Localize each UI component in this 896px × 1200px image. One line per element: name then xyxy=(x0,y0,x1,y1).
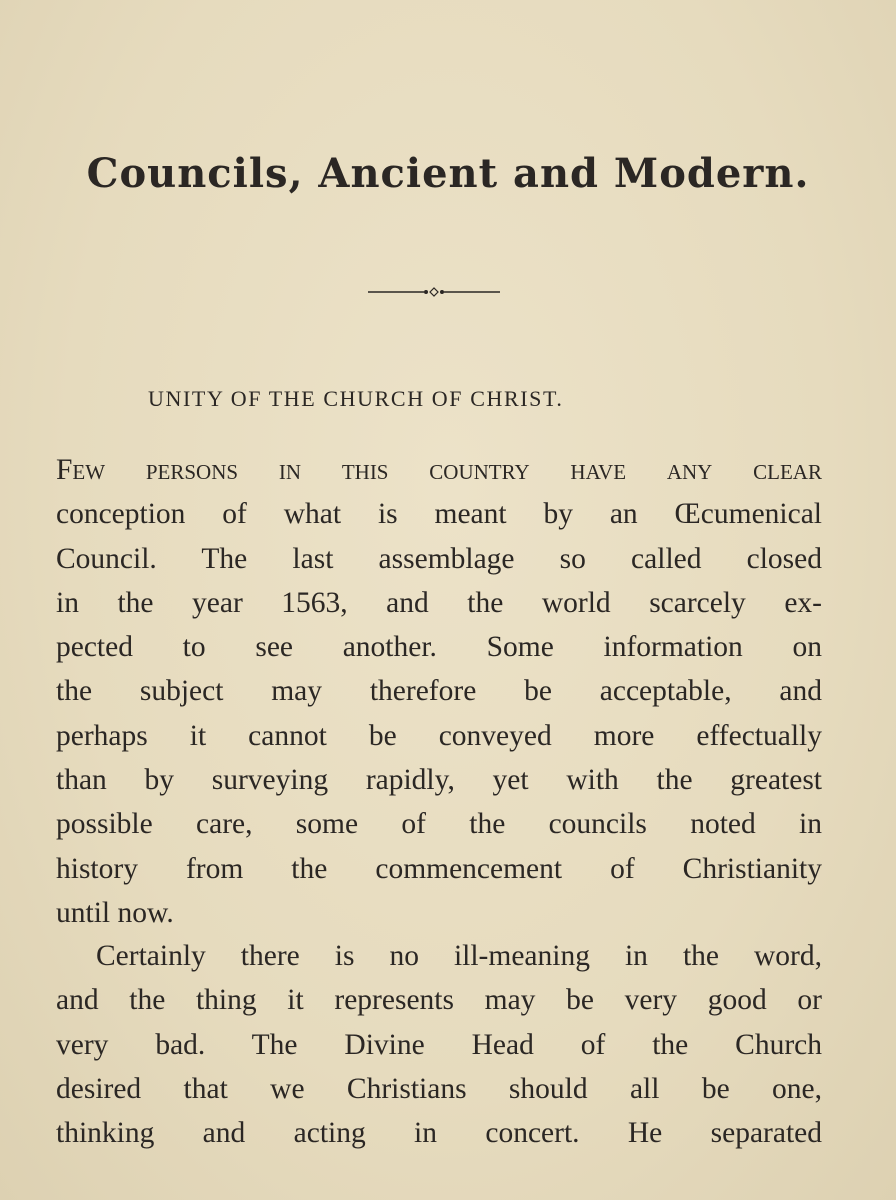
paragraph-2-line: thinking and acting in concert. He separated xyxy=(56,1117,822,1150)
paragraph-2-line: desired that we Christians should all be one, xyxy=(56,1072,822,1105)
section-heading: UNITY OF THE CHURCH OF CHRIST. xyxy=(148,386,564,411)
paragraph-1-line: in the year 1563, and the world scarcely ex- xyxy=(56,586,822,619)
paragraph-1 xyxy=(56,448,822,935)
paragraph-1-line: pected to see another. Some information on xyxy=(56,631,822,664)
ornament-divider xyxy=(368,282,500,302)
paragraph-1-line: conception of what is meant by an Œcumenical xyxy=(56,498,822,531)
paragraph-1-line: than by surveying rapidly, yet with the greatest xyxy=(56,764,822,797)
paragraph-1-line: the subject may therefore be acceptable, and xyxy=(56,675,822,708)
paragraph-1-line: until now. xyxy=(56,896,174,929)
paragraph-2-line: Certainly there is no ill-meaning in the word, xyxy=(96,940,822,972)
paragraph-2 xyxy=(56,934,822,1155)
paragraph-1-line: perhaps it cannot be conveyed more effectually xyxy=(56,719,822,752)
paragraph-2-line: very bad. The Divine Head of the Church xyxy=(56,1028,822,1061)
page-title: Councils, Ancient and Modern. xyxy=(86,150,810,197)
paragraph-1-line: Few persons in this country have any clear xyxy=(56,454,822,486)
paragraph-1-line: Council. The last assemblage so called closed xyxy=(56,542,822,575)
paragraph-1-line: possible care, some of the councils noted in xyxy=(56,808,822,841)
paragraph-2-line: and the thing it represents may be very good or xyxy=(56,984,822,1017)
paragraph-1-line: history from the commencement of Christianity xyxy=(56,852,822,885)
